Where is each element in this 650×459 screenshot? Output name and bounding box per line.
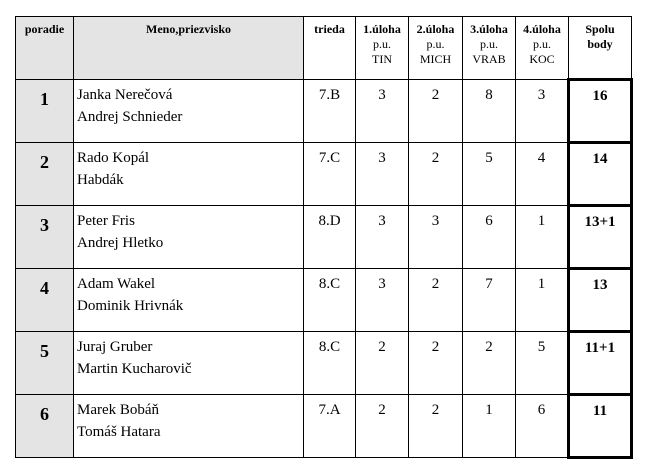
name-cell — [74, 143, 304, 206]
table-row — [16, 206, 632, 269]
student-name: Martin Kucharovič — [77, 361, 192, 377]
class-cell: 7.A — [304, 395, 356, 458]
rank-cell: 4 — [16, 269, 74, 332]
table-row — [16, 269, 632, 332]
table-row — [16, 143, 632, 206]
task2-cell: 2 — [409, 395, 463, 458]
task1-cell: 3 — [356, 206, 409, 269]
task3-cell: 5 — [463, 143, 516, 206]
class-cell: 7.B — [304, 80, 356, 143]
total-cell: 13+1 — [569, 206, 632, 269]
class-cell: 7.C — [304, 143, 356, 206]
student-name: Dominik Hrivnák — [77, 298, 184, 314]
table-row — [16, 395, 632, 458]
task1-cell: 2 — [356, 395, 409, 458]
name-cell — [74, 395, 304, 458]
header-name: Meno,priezvisko — [74, 17, 304, 80]
class-cell: 8.D — [304, 206, 356, 269]
name-cell — [74, 206, 304, 269]
task1-cell: 3 — [356, 80, 409, 143]
total-cell: 16 — [569, 80, 632, 143]
header-task2 — [409, 17, 463, 80]
header-rank: poradie — [16, 17, 74, 80]
student-name: Adam Wakel — [77, 276, 156, 292]
header-task1-sub: p.u. — [373, 37, 391, 51]
header-task3-author: VRAB — [472, 52, 506, 66]
table-row — [16, 80, 632, 143]
task2-cell: 3 — [409, 206, 463, 269]
rank-cell: 5 — [16, 332, 74, 395]
rank-cell: 1 — [16, 80, 74, 143]
task4-cell: 6 — [516, 395, 569, 458]
class-cell: 8.C — [304, 269, 356, 332]
student-name: Andrej Schnieder — [77, 109, 183, 125]
header-task4-title: 4.úloha — [523, 22, 561, 36]
total-cell: 14 — [569, 143, 632, 206]
name-cell — [74, 332, 304, 395]
task1-cell: 3 — [356, 143, 409, 206]
header-task3 — [463, 17, 516, 80]
student-name: Peter Fris — [77, 213, 135, 229]
student-name: Janka Nerečová — [77, 87, 173, 103]
header-task1-title: 1.úloha — [363, 22, 401, 36]
header-task1 — [356, 17, 409, 80]
task2-cell: 2 — [409, 80, 463, 143]
rank-cell: 2 — [16, 143, 74, 206]
total-cell: 11 — [569, 395, 632, 458]
task4-cell: 1 — [516, 206, 569, 269]
header-task2-sub: p.u. — [426, 37, 445, 51]
class-cell: 8.C — [304, 332, 356, 395]
header-class: trieda — [304, 17, 356, 80]
header-task2-title: 2.úloha — [416, 22, 455, 36]
task3-cell: 8 — [463, 80, 516, 143]
header-total — [569, 17, 632, 80]
total-cell: 11+1 — [569, 332, 632, 395]
header-task3-title: 3.úloha — [470, 22, 508, 36]
header-total-line2: body — [587, 37, 613, 51]
student-name: Tomáš Hatara — [77, 424, 161, 440]
task4-cell: 1 — [516, 269, 569, 332]
header-row — [16, 17, 632, 80]
task3-cell: 7 — [463, 269, 516, 332]
header-task3-sub: p.u. — [480, 37, 498, 51]
task3-cell: 6 — [463, 206, 516, 269]
task4-cell: 5 — [516, 332, 569, 395]
header-task1-author: TIN — [372, 52, 392, 66]
student-name: Andrej Hletko — [77, 235, 164, 251]
header-total-line1: Spolu — [585, 22, 615, 36]
task2-cell: 2 — [409, 143, 463, 206]
task2-cell: 2 — [409, 332, 463, 395]
rank-cell: 6 — [16, 395, 74, 458]
student-name: Marek Bobáň — [77, 402, 160, 418]
student-name: Habdák — [77, 172, 124, 188]
student-name: Juraj Gruber — [77, 339, 153, 355]
task4-cell: 3 — [516, 80, 569, 143]
name-cell — [74, 269, 304, 332]
task1-cell: 2 — [356, 332, 409, 395]
rank-cell: 3 — [16, 206, 74, 269]
task4-cell: 4 — [516, 143, 569, 206]
header-task4 — [516, 17, 569, 80]
results-table — [15, 16, 633, 459]
name-cell — [74, 80, 304, 143]
header-task2-author: MICH — [419, 52, 452, 66]
task1-cell: 3 — [356, 269, 409, 332]
header-task4-author: KOC — [529, 52, 555, 66]
total-cell: 13 — [569, 269, 632, 332]
header-task4-sub: p.u. — [533, 37, 551, 51]
student-name: Rado Kopál — [77, 150, 150, 166]
task3-cell: 1 — [463, 395, 516, 458]
task2-cell: 2 — [409, 269, 463, 332]
table-row — [16, 332, 632, 395]
task3-cell: 2 — [463, 332, 516, 395]
